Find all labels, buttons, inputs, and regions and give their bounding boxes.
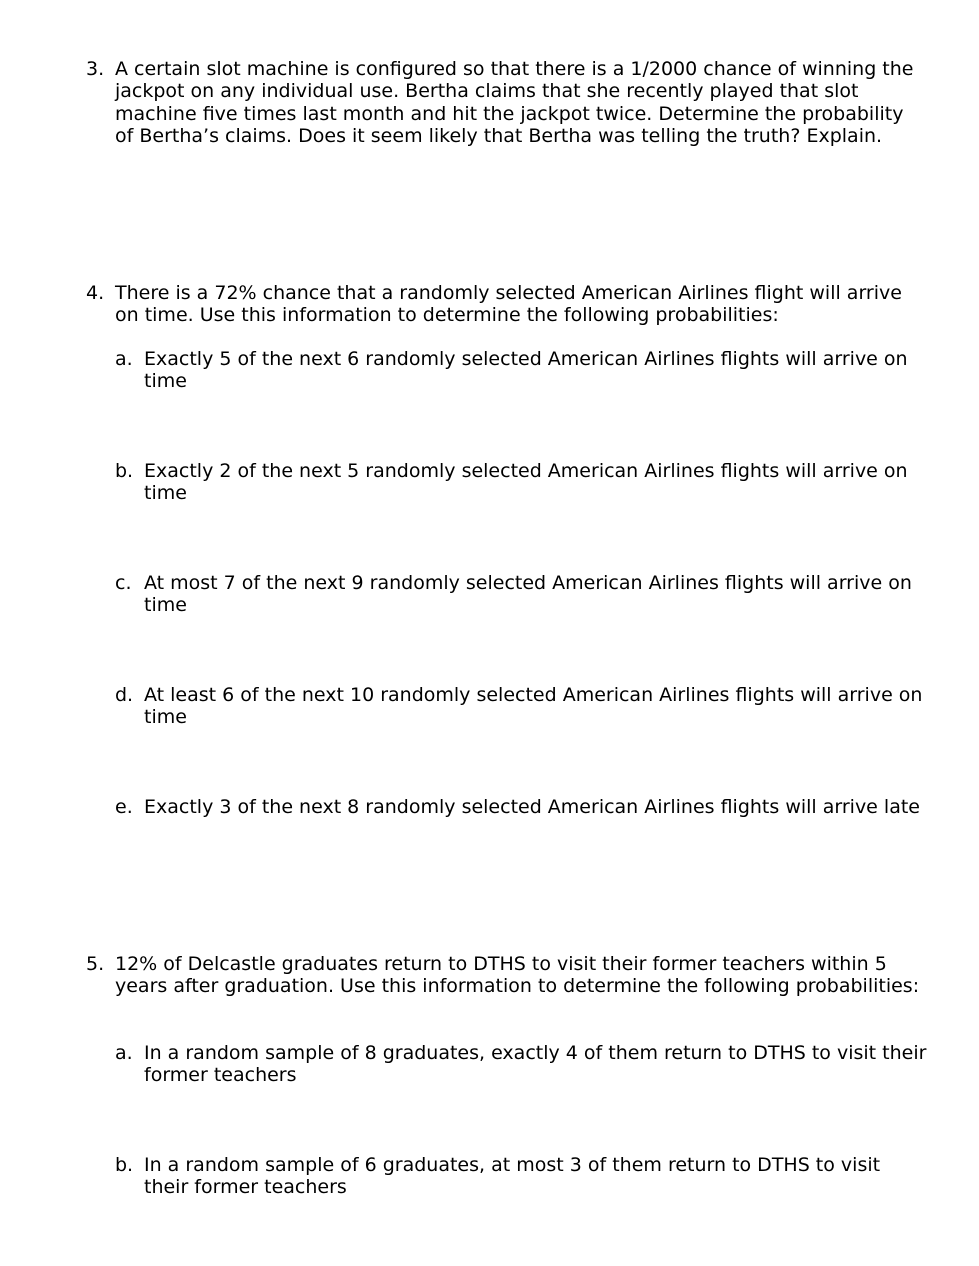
part-label: b. [115, 460, 134, 482]
question-number: 3. [86, 58, 105, 80]
part-text: In a random sample of 6 graduates, at most 3 of them return to DTHS to visit their former teachers [144, 1154, 881, 1199]
part-text: At most 7 of the next 9 randomly selected American Airlines flights will arrive on time [144, 572, 912, 617]
question-3 [86, 58, 926, 147]
question-4-part-c [115, 572, 927, 617]
question-5-part-b [115, 1154, 927, 1199]
part-label: d. [115, 684, 134, 706]
part-text: In a random sample of 8 graduates, exactly 4 of them return to DTHS to visit their former teachers [144, 1042, 927, 1087]
question-number: 5. [86, 953, 105, 975]
part-text: Exactly 3 of the next 8 randomly selected American Airlines flights will arrive late [144, 796, 920, 818]
question-4 [86, 282, 926, 327]
question-text: A certain slot machine is configured so that there is a 1/2000 chance of winning the jackpot on any individual use. Bertha claims that she recently played that slot machine five times last month and hit the jackpot twice. Determine the probability of Bertha’s claims. Does it seem likely that Bertha was telling the truth? Explain. [115, 58, 914, 147]
question-4-part-b [115, 460, 927, 505]
part-label: e. [115, 796, 133, 818]
part-label: c. [115, 572, 132, 594]
question-5 [86, 953, 926, 998]
question-4-part-a [115, 348, 927, 393]
part-text: Exactly 5 of the next 6 randomly selected American Airlines flights will arrive on time [144, 348, 908, 393]
part-label: a. [115, 348, 133, 370]
question-text: 12% of Delcastle graduates return to DTHS to visit their former teachers within 5 years after graduation. Use this information to determine the following probabilities: [115, 953, 920, 998]
question-text: There is a 72% chance that a randomly selected American Airlines flight will arrive on time. Use this information to determine the following probabilities: [115, 282, 902, 327]
question-number: 4. [86, 282, 105, 304]
part-text: Exactly 2 of the next 5 randomly selected American Airlines flights will arrive on time [144, 460, 908, 505]
part-label: a. [115, 1042, 133, 1064]
question-4-part-d [115, 684, 927, 729]
question-5-part-a [115, 1042, 927, 1087]
part-text: At least 6 of the next 10 randomly selected American Airlines flights will arrive on time [144, 684, 923, 729]
question-4-part-e [115, 796, 927, 818]
part-label: b. [115, 1154, 134, 1176]
